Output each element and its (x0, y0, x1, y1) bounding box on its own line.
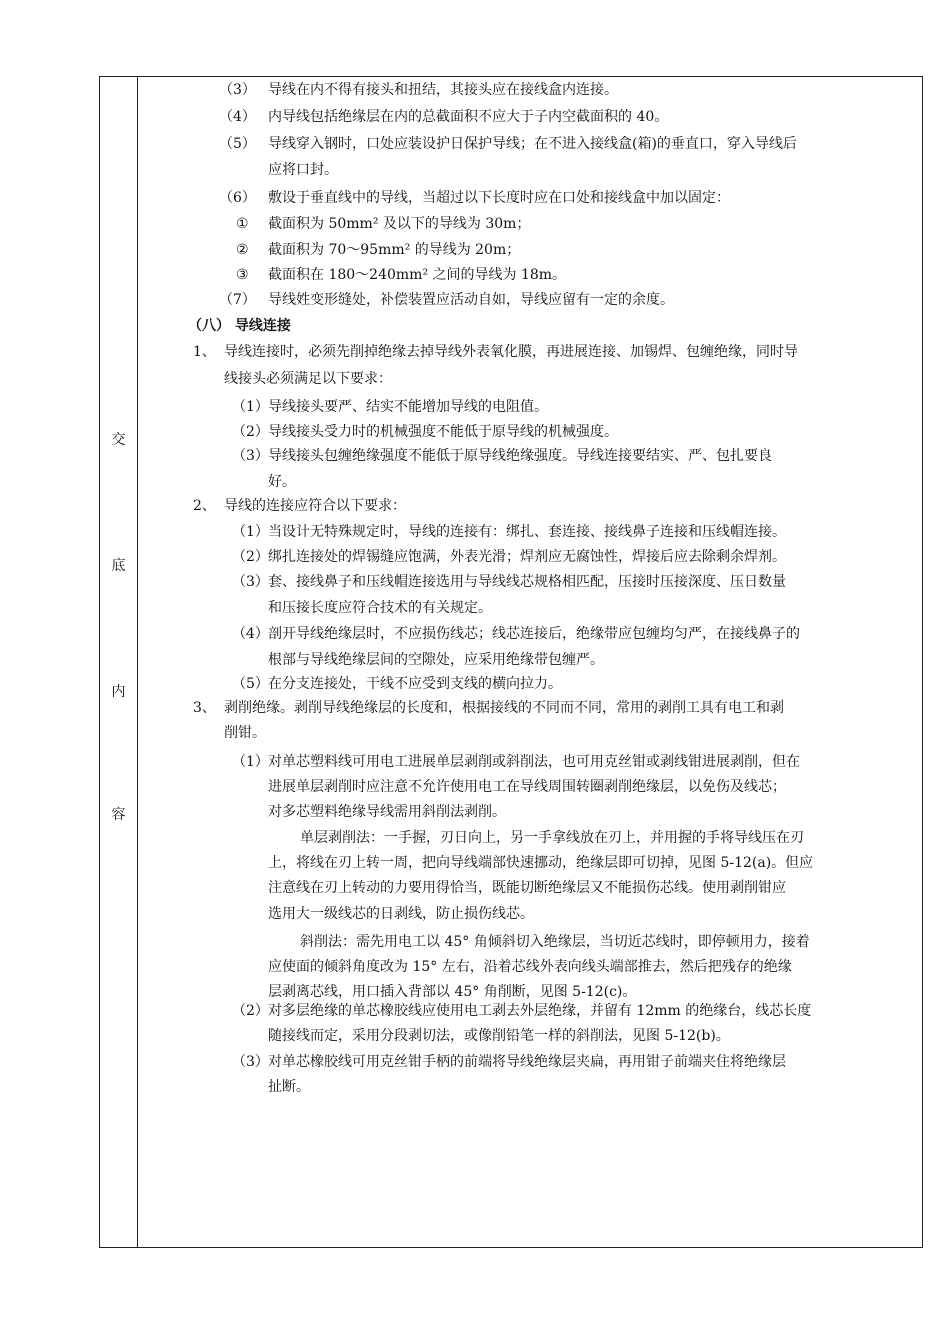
point-text: 削钳。 (224, 725, 266, 741)
point-text: 在分支连接处，干线不应受到支线的横向拉力。 (268, 676, 562, 692)
point-text: 扯断。 (268, 1079, 310, 1095)
item-number: ① (236, 216, 249, 232)
item-number: （3） (219, 82, 256, 98)
point-text: 剖开导线绝缘层时，不应损伤线芯；线芯连接后，绝缘带应包缠均匀严，在接线鼻子的 (268, 626, 800, 642)
item-number: （3） (232, 574, 269, 590)
item-number: （1） (232, 399, 269, 415)
point-text: 导线连接时，必须先削掉绝缘去掉导线外表氧化膜，再进展连接、加锡焊、包缠绝缘，同时导 (224, 344, 798, 360)
section-heading: （八） 导线连接 (188, 318, 291, 334)
side-label-char: 容 (111, 807, 126, 823)
item-text: 内导线包括绝缘层在内的总截面积不应大于子内空截面积的 40。 (268, 109, 669, 125)
point-text: 套、接线鼻子和压线帽连接选用与导线线芯规格相匹配，压接时压接深度、压日数量 (268, 574, 786, 590)
item-number: （2） (232, 549, 269, 565)
point-text: 导线接头包缠绝缘强度不能低于原导线绝缘强度。导线连接要结实、严、包扎要良 (268, 448, 772, 464)
point-text: 线接头必须满足以下要求： (224, 371, 392, 387)
point-text: 对单芯橡胶线可用克丝钳手柄的前端将导线绝缘层夹扁，再用钳子前端夹住将绝缘层 (268, 1054, 786, 1070)
item-number: （7） (219, 292, 256, 308)
point-text: 层剥离芯线，用口插入背部以 45° 角削断，见图 5-12(c)。 (268, 984, 637, 1000)
point-text: 对单芯塑料线可用电工进展单层剥削或斜削法，也可用克丝钳或剥线钳进展剥削，但在 (268, 754, 800, 770)
point-text: 随接线而定，采用分段剥切法，或像削铅笔一样的斜削法，见图 5-12(b)。 (268, 1028, 730, 1044)
side-label-char: 内 (111, 684, 126, 700)
point-text: 好。 (268, 474, 296, 490)
point-text: 根部与导线绝缘层间的空隙处，应采用绝缘带包缠严。 (268, 652, 604, 668)
point-text: 对多芯塑料绝缘导线需用斜削法剥削。 (268, 804, 506, 820)
point-text: 当设计无特殊规定时，导线的连接有：绑扎、套连接、接线鼻子连接和压线帽连接。 (268, 524, 786, 540)
item-number: （1） (232, 754, 269, 770)
item-text: 导线姓变形缝处，补偿装置应活动自如，导线应留有一定的余度。 (268, 292, 674, 308)
item-number: 3、 (193, 700, 216, 716)
item-text: 截面积为 50mm² 及以下的导线为 30m； (268, 216, 531, 232)
item-number: （6） (219, 190, 256, 206)
item-number: 1、 (193, 344, 216, 360)
point-text: 导线接头受力时的机械强度不能低于原导线的机械强度。 (268, 424, 618, 440)
point-text: 导线的连接应符合以下要求： (224, 498, 406, 514)
point-text: 剥削绝缘。剥削导线绝缘层的长度和，根据接线的不同而不同，常用的剥削工具有电工和剥 (224, 700, 784, 716)
column-divider (137, 77, 138, 1247)
point-text: 选用大一级线芯的日剥线，防止损伤线芯。 (268, 906, 534, 922)
point-text: 上，将线在刃上转一周，把向导线端部快速挪动，绝缘层即可切掉，见图 5-12(a)。但应 (268, 855, 814, 871)
side-label-char: 交 (111, 432, 126, 448)
point-text: 应使面的倾斜角度改为 15° 左右，沿着芯线外表向线头端部推去，然后把残存的绝缘 (268, 959, 792, 975)
point-text: 和压接长度应符合技术的有关规定。 (268, 600, 492, 616)
item-text: 应将口封。 (268, 162, 338, 178)
item-number: （3） (232, 1054, 269, 1070)
item-number: （5） (219, 136, 256, 152)
item-number: （1） (232, 524, 269, 540)
point-text: 绑扎连接处的焊锡缝应饱满，外表光滑；焊剂应无腐蚀性，焊接后应去除剩余焊剂。 (268, 549, 786, 565)
side-label-char: 底 (111, 558, 126, 574)
point-text: 对多层绝缘的单芯橡胶线应使用电工剥去外层绝缘，并留有 12mm 的绝缘台，线芯长度 (268, 1003, 812, 1019)
point-text: 进展单层剥削时应注意不允许使用电工在导线周围转圈剥削绝缘层，以免伤及线芯； (268, 779, 786, 795)
item-number: 2、 (193, 498, 216, 514)
item-number: （5） (232, 676, 269, 692)
item-text: 截面积在 180～240mm² 之间的导线为 18m。 (268, 267, 567, 283)
item-number: （4） (219, 109, 256, 125)
point-text: 注意线在刃上转动的力要用得恰当，既能切断绝缘层又不能损伤芯线。使用剥削钳应 (268, 880, 786, 896)
item-number: （4） (232, 626, 269, 642)
point-text: 单层剥削法：一手握，刃日向上，另一手拿线放在刃上，并用握的手将导线压在刃 (300, 830, 804, 846)
item-text: 截面积为 70～95mm² 的导线为 20m； (268, 242, 521, 258)
item-number: ② (236, 242, 249, 258)
item-number: （2） (232, 424, 269, 440)
item-text: 导线穿入钢时，口处应装设护日保护导线；在不进入接线盒(箱)的垂直口，穿入导线后 (268, 136, 797, 152)
item-number: （3） (232, 448, 269, 464)
point-text: 导线接头要严、结实不能增加导线的电阻值。 (268, 399, 548, 415)
item-number: ③ (236, 267, 249, 283)
item-number: （2） (232, 1003, 269, 1019)
item-text: 导线在内不得有接头和扭结，其接头应在接线盒内连接。 (268, 82, 618, 98)
point-text: 斜削法：需先用电工以 45° 角倾斜切入绝缘层，当切近芯线时，即停顿用力，接着 (300, 934, 810, 950)
item-text: 敷设于垂直线中的导线，当超过以下长度时应在口处和接线盒中加以固定： (268, 190, 730, 206)
